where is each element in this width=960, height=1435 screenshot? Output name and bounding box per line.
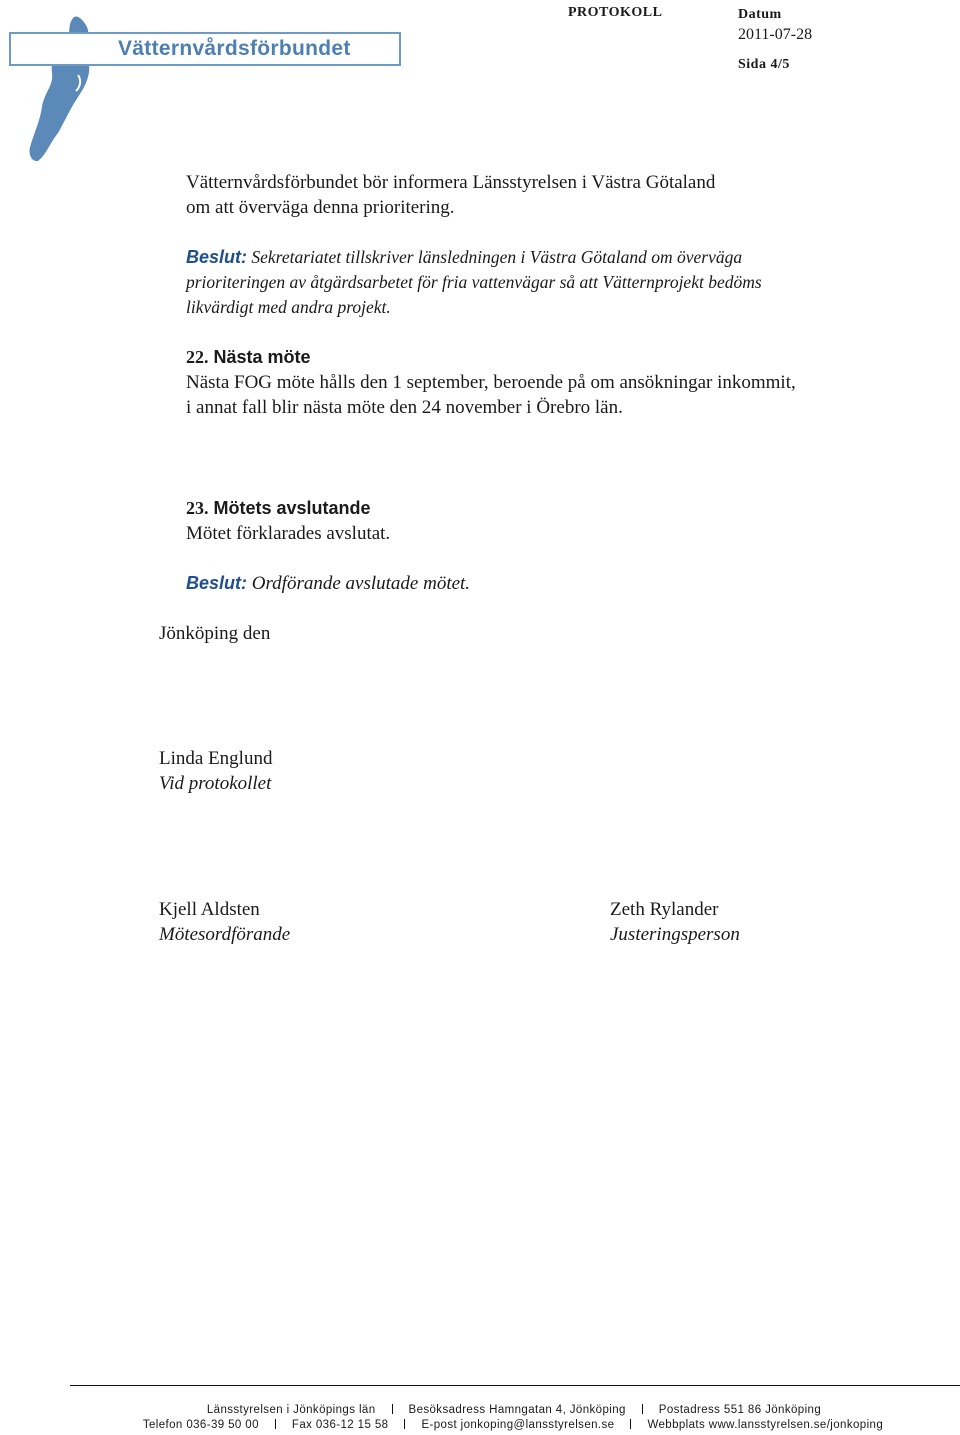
decision-label: Beslut: bbox=[186, 573, 248, 593]
section-title: Mötets avslutande bbox=[213, 498, 371, 518]
chair-name: Kjell Aldsten bbox=[159, 899, 260, 920]
secretary-role: Vid protokollet bbox=[159, 773, 272, 794]
decision-block-1 bbox=[186, 245, 796, 320]
section-number: 22. bbox=[186, 347, 209, 367]
decision-text: Ordförande avslutade mötet. bbox=[251, 573, 471, 594]
decision-block-2 bbox=[186, 571, 806, 596]
page-number: Sida 4/5 bbox=[738, 57, 790, 72]
decision-text: Sekretariatet tillskriver länsledningen i Västra Götaland om överväga prioriteringen av åtgärdsarbetet för fria vattenvägar så att Vätternprojekt bedöms likvärdigt med andra projekt. bbox=[186, 247, 762, 317]
footer-address-row bbox=[34, 1404, 960, 1416]
adjuster-name: Zeth Rylander bbox=[610, 899, 719, 920]
section-23-text: Mötet förklarades avslutat. bbox=[186, 523, 391, 544]
logo-text: Vätternvårdsförbundet bbox=[118, 37, 351, 60]
section-22-text: Nästa FOG möte hålls den 1 september, beroende på om ansökningar inkommit, i annat fall blir nästa möte den 24 november i Örebro län. bbox=[186, 372, 796, 418]
footer-visit-address: Besöksadress Hamngatan 4, Jönköping bbox=[408, 1404, 626, 1416]
document-type: PROTOKOLL bbox=[568, 5, 663, 20]
section-title: Nästa möte bbox=[213, 347, 311, 367]
section-23-heading bbox=[186, 496, 806, 521]
adjuster-role: Justeringsperson bbox=[610, 924, 740, 945]
date-label: Datum bbox=[738, 7, 782, 22]
chair-role: Mötesordförande bbox=[159, 924, 291, 945]
signing-place: Jönköping den bbox=[159, 623, 271, 644]
footer-fax: Fax 036-12 15 58 bbox=[291, 1419, 389, 1431]
footer-postal-address: Postadress 551 86 Jönköping bbox=[658, 1404, 822, 1416]
footer-phone: Telefon 036-39 50 00 bbox=[142, 1419, 259, 1431]
footer-email-link[interactable]: E-post jonkoping@lansstyrelsen.se bbox=[421, 1419, 615, 1431]
footer-website-link[interactable]: Webbplats www.lansstyrelsen.se/jonkoping bbox=[647, 1419, 884, 1431]
paragraph-recommendation: Vätternvårdsförbundet bör informera Länsstyrelsen i Västra Götaland om att överväga denna prioritering. bbox=[186, 172, 716, 218]
decision-label: Beslut: bbox=[186, 247, 248, 267]
footer-org: Länsstyrelsen i Jönköpings län bbox=[206, 1404, 376, 1416]
secretary-name: Linda Englund bbox=[159, 748, 273, 769]
date-value: 2011-07-28 bbox=[738, 26, 813, 43]
section-22-heading bbox=[186, 345, 806, 370]
section-number: 23. bbox=[186, 498, 209, 518]
footer-contact-row bbox=[33, 1419, 960, 1431]
footer-divider bbox=[70, 1385, 960, 1386]
